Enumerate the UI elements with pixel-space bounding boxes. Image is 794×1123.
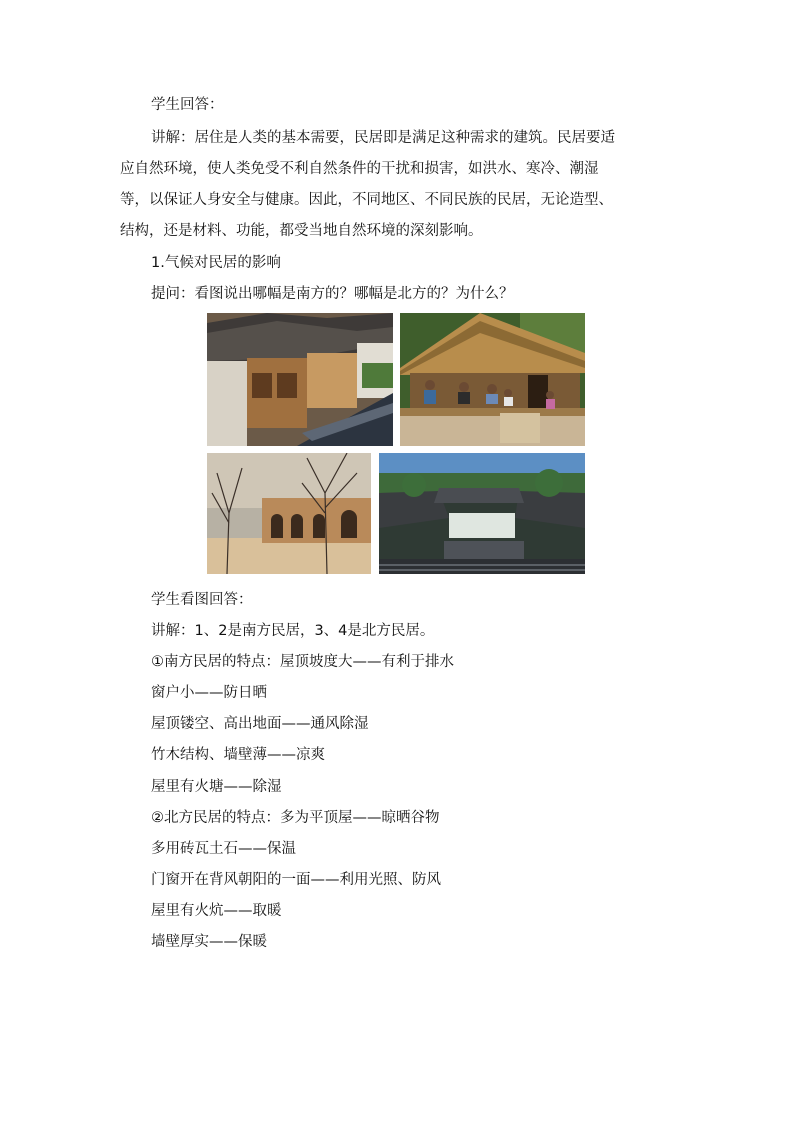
north-feature-4: 墙壁厚实——保暖 (151, 934, 267, 950)
south-feature-1: 窗户小——防日晒 (151, 685, 267, 701)
explanation-line-1: 讲解：居住是人类的基本需要，民居即是满足这种需求的建筑。民居要适 (151, 130, 615, 146)
north-feature-3: 屋里有火炕——取暖 (151, 903, 282, 919)
question-text: 提问：看图说出哪幅是南方的？哪幅是北方的？为什么？ (151, 286, 514, 302)
section-title: 1.气候对民居的影响 (151, 255, 281, 271)
north-feature-1: 多用砖瓦土石——保温 (151, 841, 296, 857)
south-features-title: ①南方民居的特点：屋顶坡度大——有利于排水 (151, 654, 454, 670)
north-features-title: ②北方民居的特点：多为平顶屋——晾晒谷物 (151, 810, 440, 826)
explanation-line-4: 结构，还是材料、功能，都受当地自然环境的深刻影响。 (120, 223, 483, 239)
south-feature-2: 屋顶镂空、高出地面——通风除湿 (151, 716, 369, 732)
explanation-line-2: 应自然环境，使人类免受不利自然条件的干扰和损害，如洪水、寒冷、潮湿 (120, 161, 599, 177)
photo-north-cave-dwelling (207, 453, 371, 574)
photo-south-thatched-hut (400, 313, 585, 446)
student-answer-label: 学生回答： (151, 97, 224, 113)
south-feature-4: 屋里有火塘——除湿 (151, 779, 282, 795)
photo-north-courtyard-house (379, 453, 585, 574)
explanation-answer: 讲解：1、2是南方民居，3、4是北方民居。 (151, 623, 435, 639)
explanation-line-3: 等，以保证人身安全与健康。因此，不同地区、不同民族的民居，无论造型、 (120, 192, 613, 208)
student-look-answer-label: 学生看图回答： (151, 592, 253, 608)
photo-south-water-town (207, 313, 393, 446)
south-feature-3: 竹木结构、墙壁薄——凉爽 (151, 747, 325, 763)
north-feature-2: 门窗开在背风朝阳的一面——利用光照、防风 (151, 872, 441, 888)
